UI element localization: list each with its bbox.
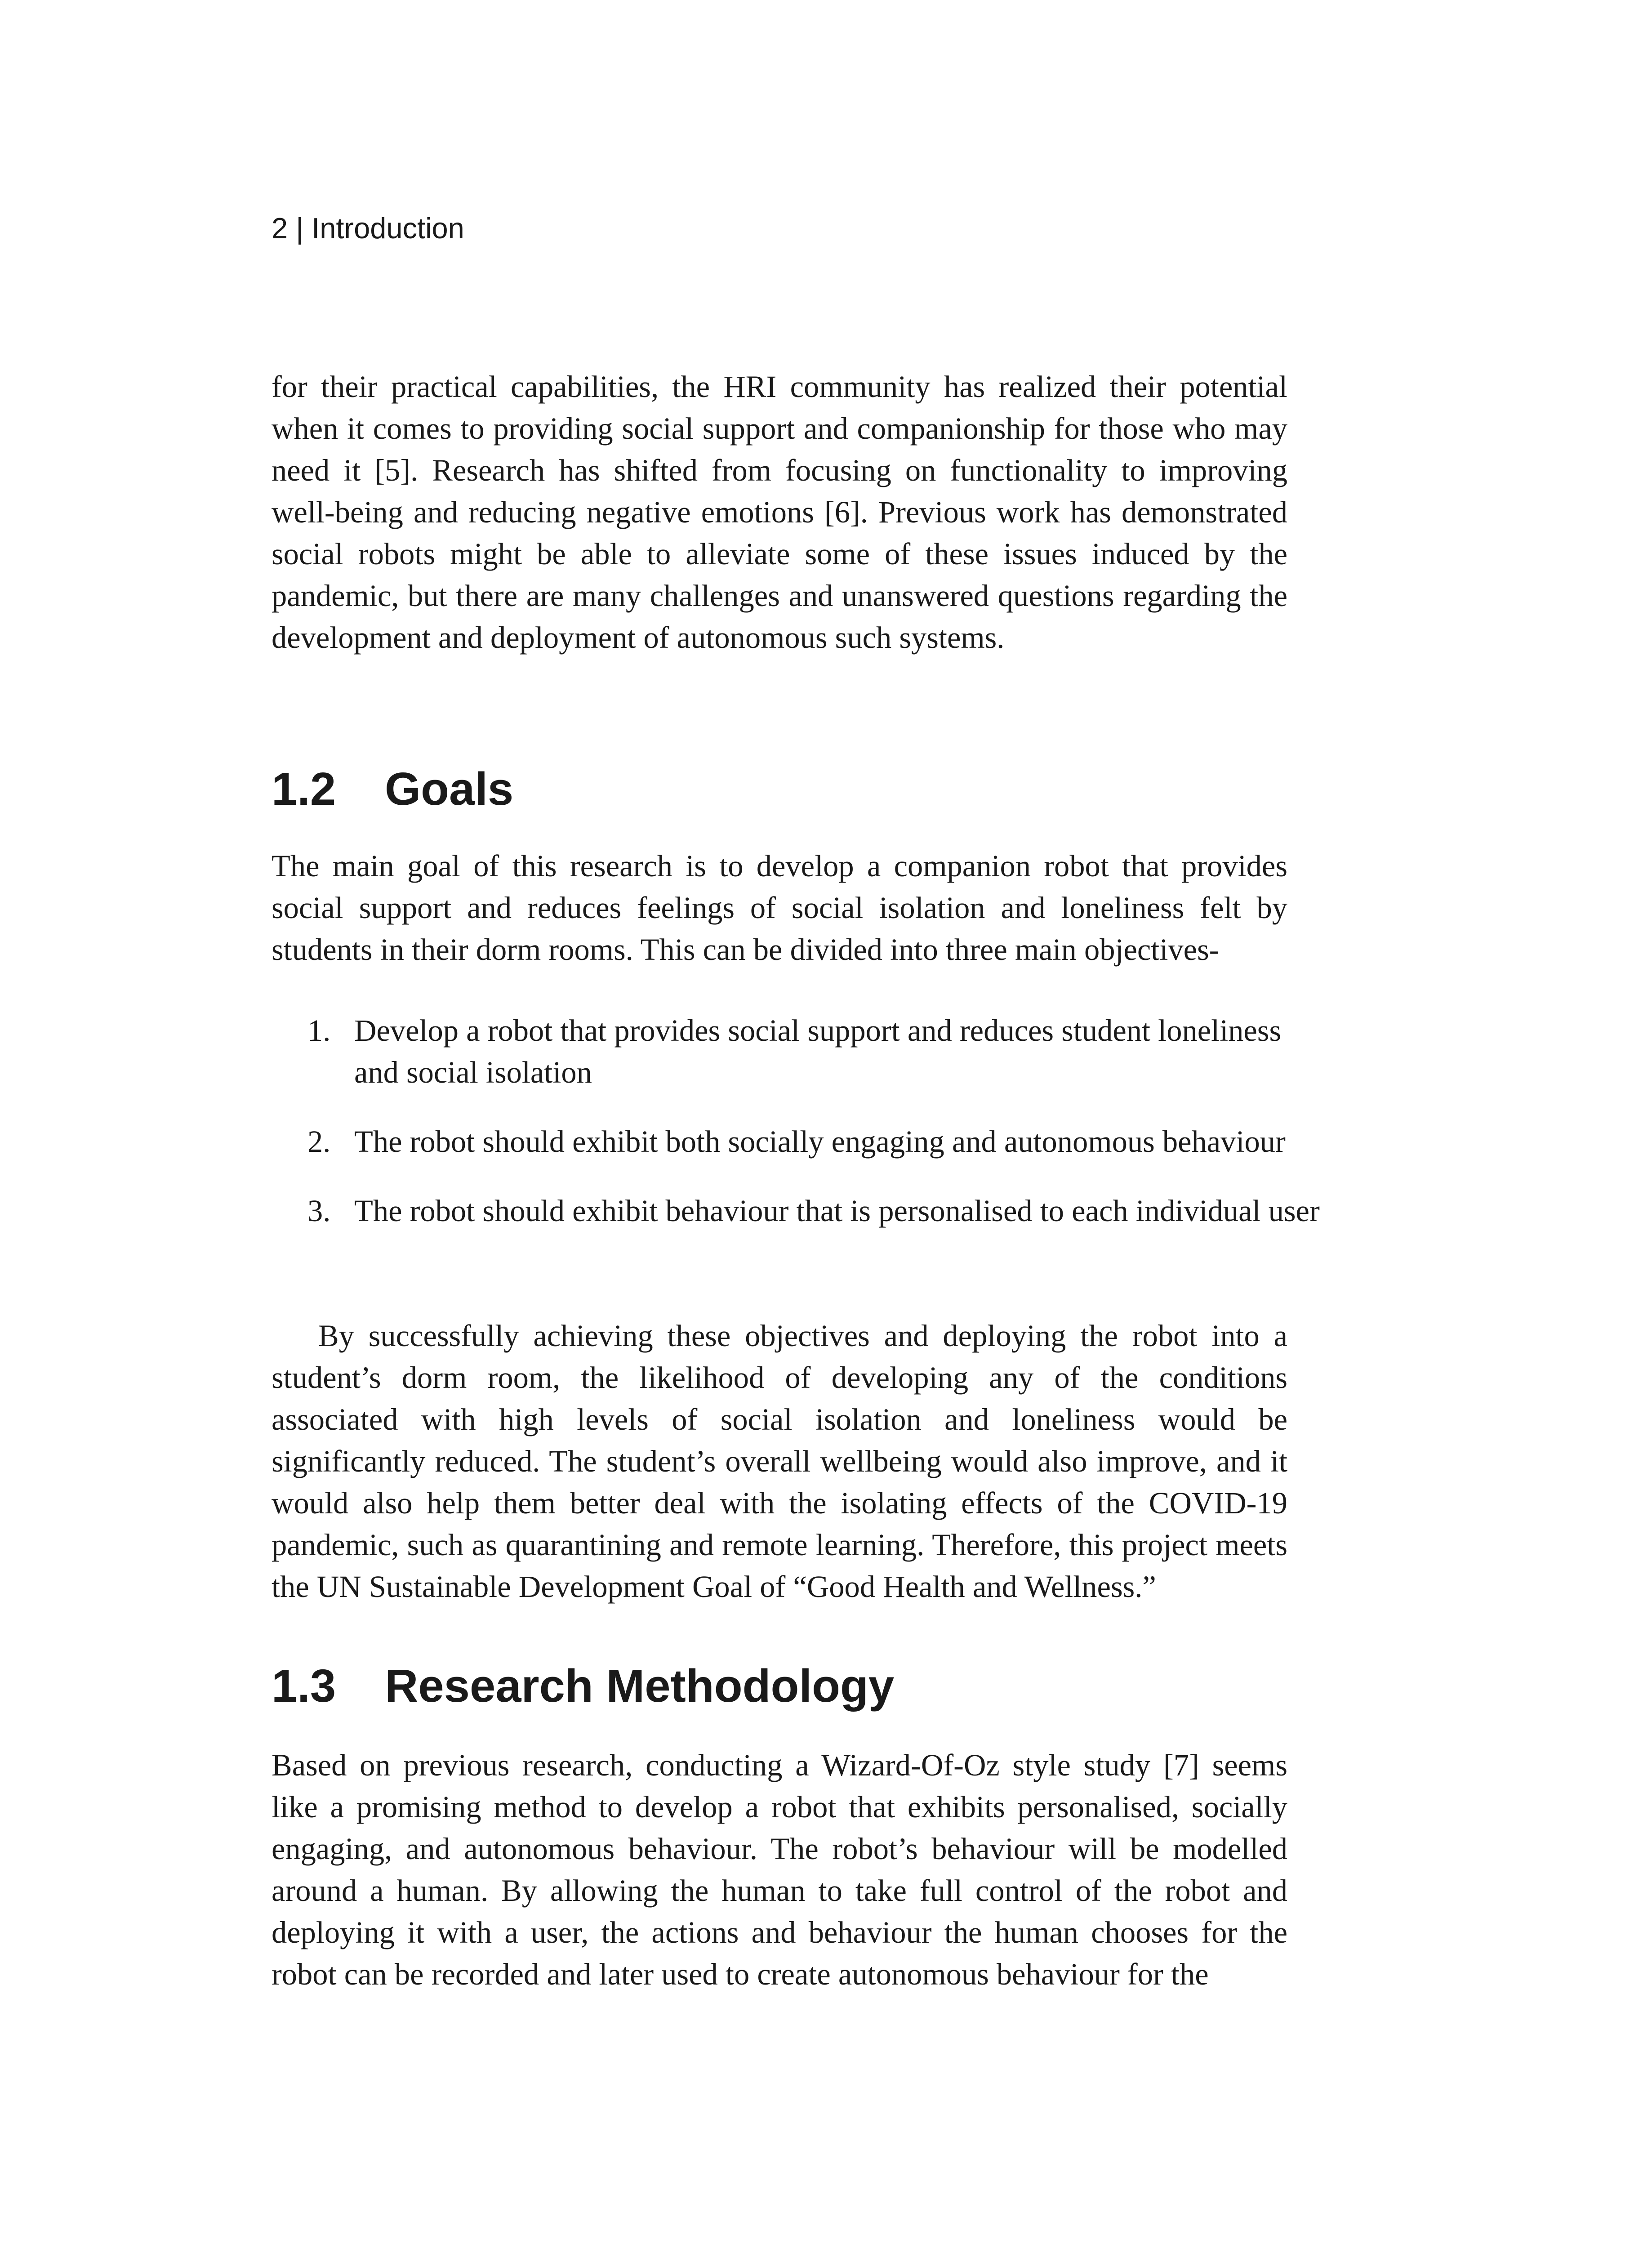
list-item-text: The robot should exhibit both socially engaging and autonomous behaviour xyxy=(354,1124,1286,1159)
intro-paragraph-text: for their practical capabilities, the HRI community has realized their potential when it comes to providing social support and companionship for those who may need it [5]. Research has shifted from focusing on functionality to improving well-being and reducing negative emotions [6]. Previous work has demonstrated social robots might be able to alleviate some of these issues induced by the pandemic, but there are many challenges and unanswered questions regarding the development and deployment of autonomous such systems. xyxy=(272,370,1287,655)
goals-paragraph xyxy=(272,845,1287,971)
goals-paragraph-text: The main goal of this research is to develop a companion robot that provides social support and reduces feelings of social isolation and loneliness felt by students in their dorm rooms. This can be divided into three main objectives- xyxy=(272,849,1287,967)
section-title: Research Methodology xyxy=(385,1660,895,1712)
list-item xyxy=(272,1121,1332,1163)
list-item-text: The robot should exhibit behaviour that is personalised to each individual user xyxy=(354,1194,1320,1228)
section-heading-methodology xyxy=(272,1657,894,1715)
list-item xyxy=(272,1010,1332,1093)
list-item xyxy=(272,1190,1332,1232)
section-number: 1.3 xyxy=(272,1660,336,1712)
goals-closing-paragraph-text: By successfully achieving these objectives and deploying the robot into a student’s dorm room, the likelihood of developing any of the conditions associated with high levels of social isolation and loneliness would be significantly reduced. The student’s overall wellbeing would also improve, and it would also help them better deal with the isolating effects of the COVID-19 pandemic, such as quarantining and remote learning. Therefore, this project meets the UN Sustainable Development Goal of “Good Health and Wellness.” xyxy=(272,1319,1287,1604)
intro-paragraph xyxy=(272,366,1287,659)
running-header: 2 | Introduction xyxy=(272,212,464,245)
methodology-paragraph-text: Based on previous research, conducting a Wizard-Of-Oz style study [7] seems like a promising method to develop a robot that exhibits personalised, socially engaging, and autonomous behaviour. The robot’s behaviour will be modelled around a human. By allowing the human to take full control of the robot and deploying it with a user, the actions and behaviour the human chooses for the robot can be recorded and later used to create autonomous behaviour for the xyxy=(272,1748,1287,1991)
list-marker: 3. xyxy=(307,1194,331,1228)
list-marker: 1. xyxy=(307,1013,331,1048)
goals-closing-paragraph xyxy=(272,1315,1287,1608)
methodology-paragraph xyxy=(272,1744,1287,1995)
section-number: 1.2 xyxy=(272,763,336,815)
list-marker: 2. xyxy=(307,1124,331,1159)
list-item-text: Develop a robot that provides social support and reduces student loneliness and social isolation xyxy=(354,1013,1282,1089)
section-heading-goals xyxy=(272,760,513,818)
objectives-list xyxy=(272,1010,1332,1259)
section-title: Goals xyxy=(385,763,514,815)
